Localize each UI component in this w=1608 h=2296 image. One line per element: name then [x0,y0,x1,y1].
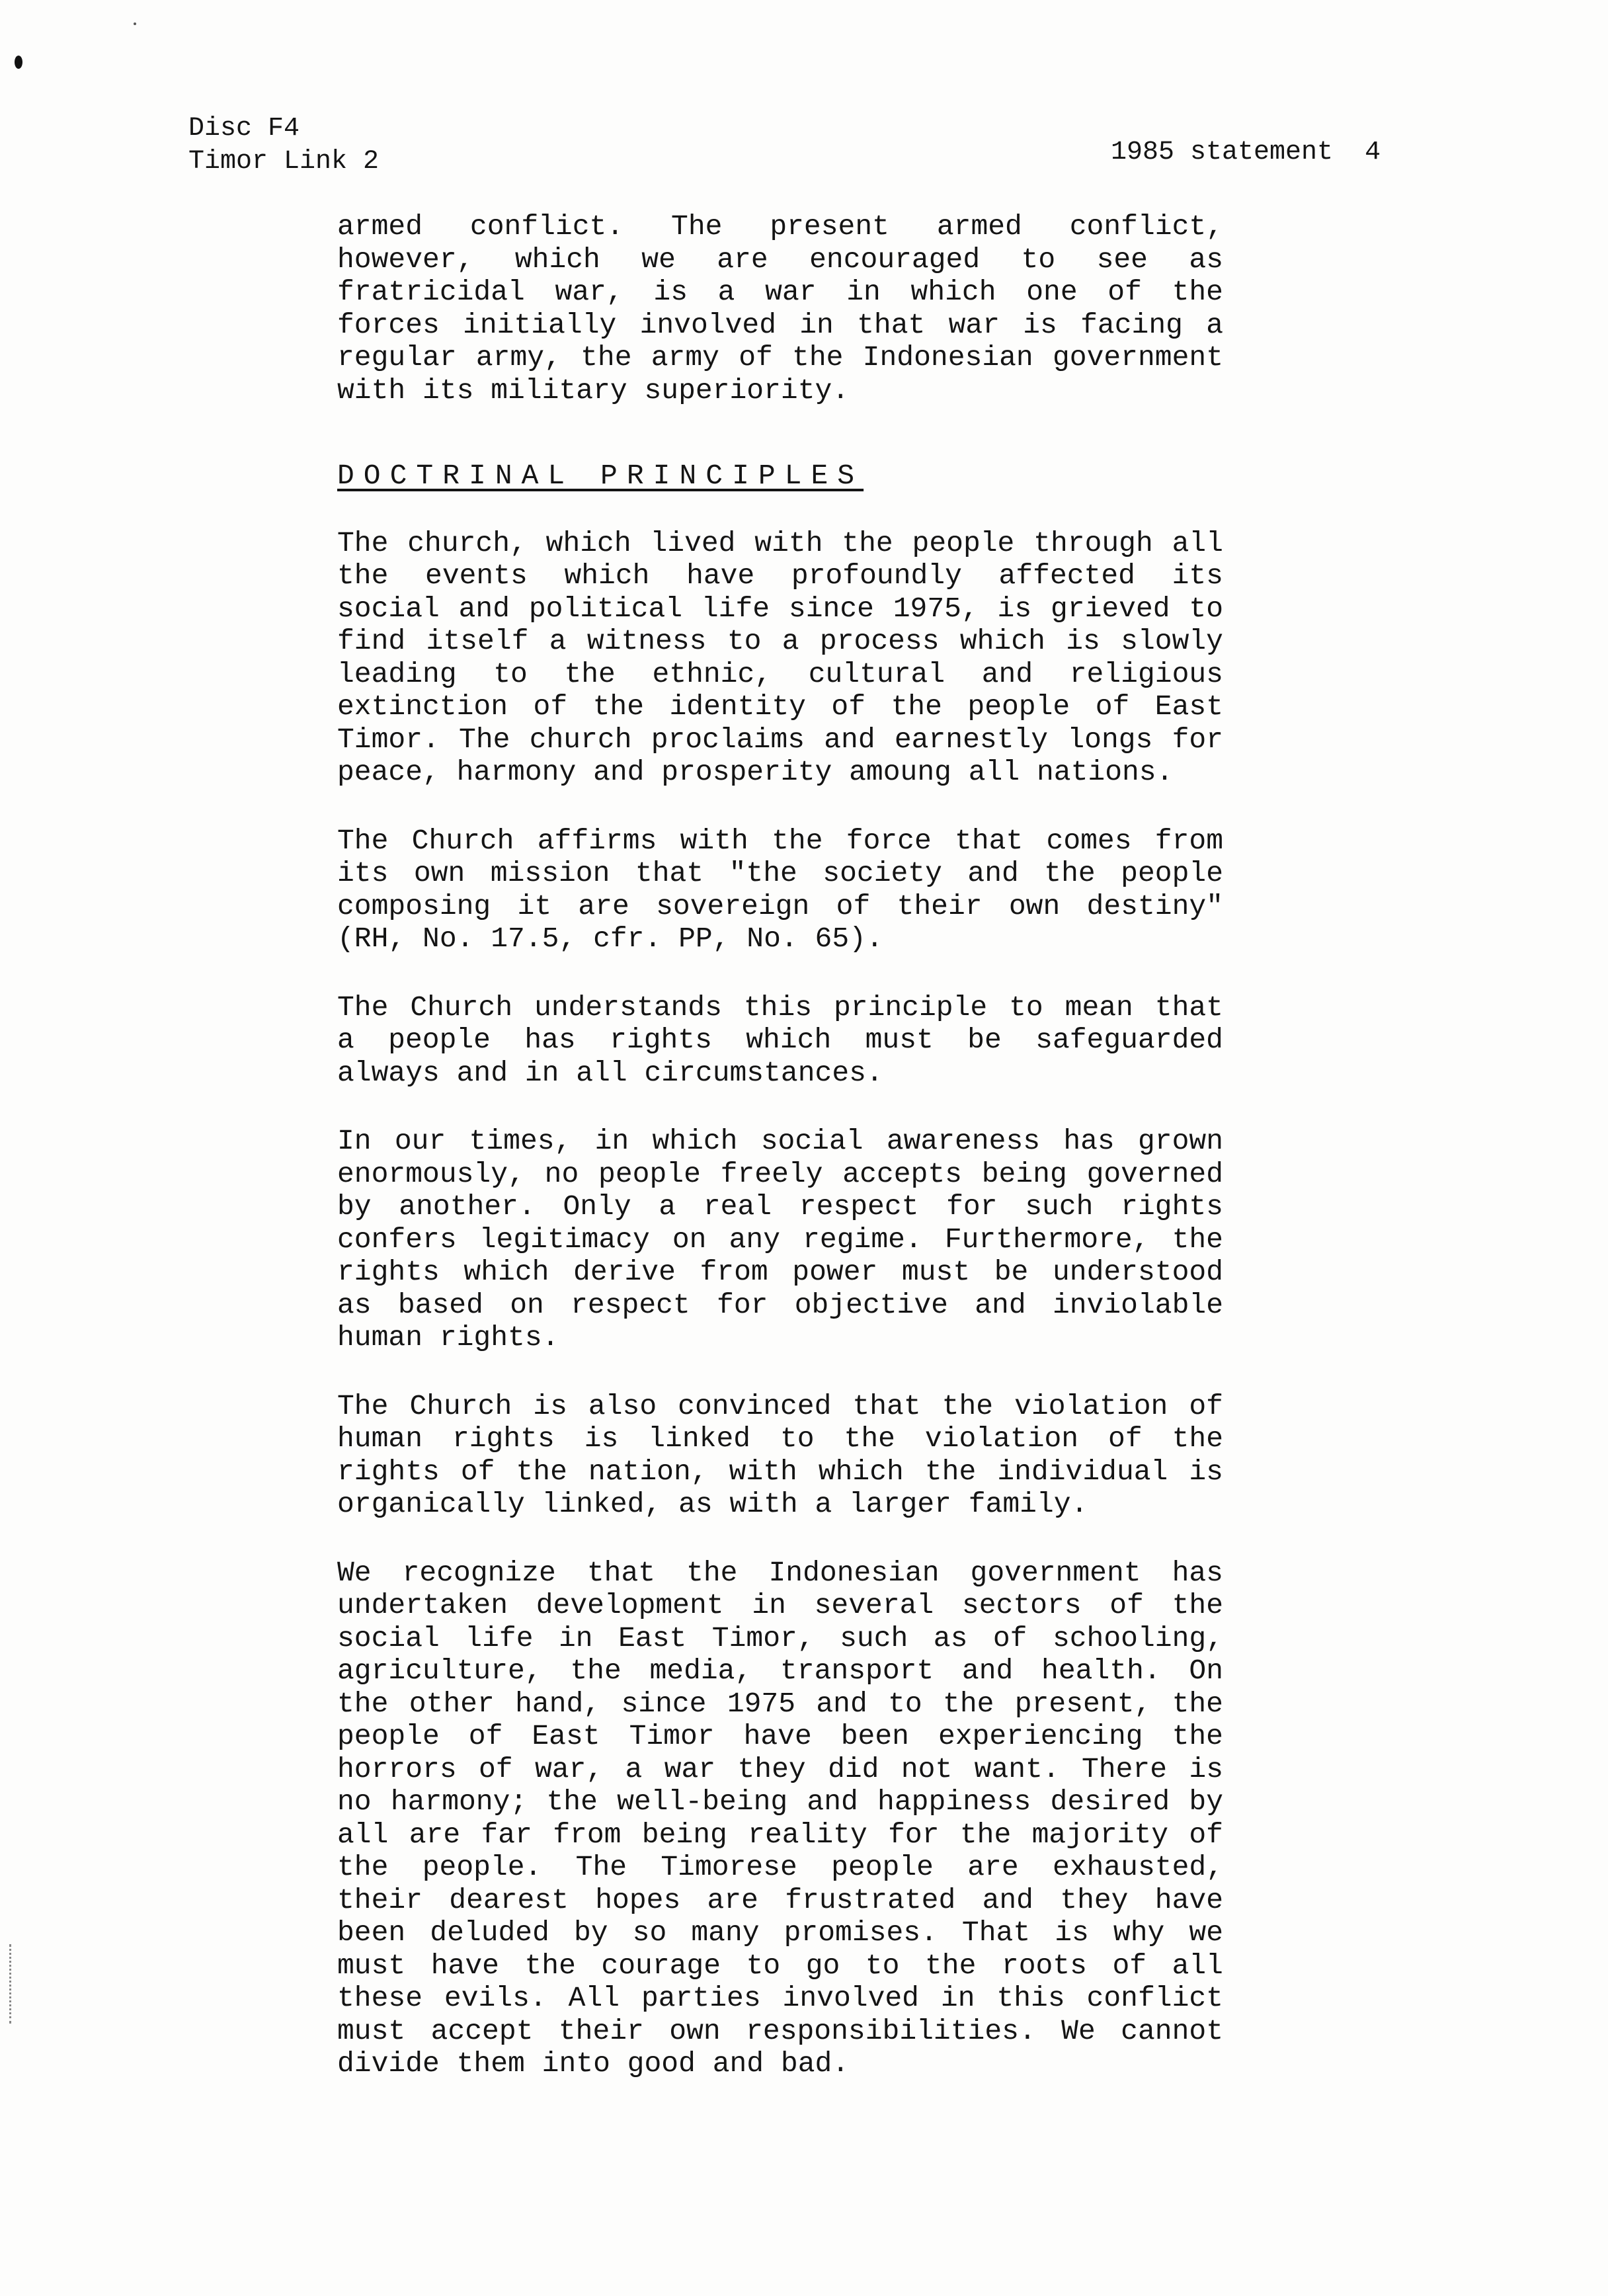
paragraph-continuation: armed conflict. The present armed conflict, however, which we are encouraged to see as fratricidal war, is a war in which one of the forces initially involved in that war is facing a regular army, the army of the Indonesian government with its military superiority. [337,210,1223,407]
paragraph: We recognize that the Indonesian government has undertaken development in several sectors of the social life in East Timor, such as of schooling, agriculture, the media, transport and health. On the other hand, since 1975 and to the present, the people of East Timor have been experiencing the horrors of war, a war they did not want. There is no harmony; the well-being and happiness desired by all are far from being reality for the majority of the people. The Timorese people are exhausted, their dearest hopes are frustrated and they have been deluded by so many promises. That is why we must have the courage to go to the roots of all these evils. All parties involved in this conflict must accept their own responsibilities. We cannot divide them into good and bad. [337,1556,1223,2080]
file-label: Timor Link 2 [188,147,380,177]
paragraph: In our times, in which social awareness has grown enormously, no people freely accepts being governed by another. Only a real respect for such rights confers legitimacy on any regime. Furthermore, the rights which derive from power must be understood as based on respect for objective and inviolable human rights. [337,1125,1223,1354]
paragraph: The Church affirms with the force that comes from its own mission that "the society and the people composing it are sovereign of their own destiny" (RH, No. 17.5, cfr. PP, No. 65). [337,824,1223,955]
paragraph: The church, which lived with the people through all the events which have profoundly affected its social and political life since 1975, is grieved to find itself a witness to a process which is slowly leading to the ethnic, cultural and religious extinction of the identity of the people of East Timor. The church proclaims and earnestly longs for peace, harmony and prosperity amoung all nations. [337,526,1223,788]
paragraph: The Church understands this principle to mean that a people has rights which must be safeguarded always and in all circumstances. [337,991,1223,1089]
header-left [188,112,379,179]
ink-mark [15,56,22,69]
body-text [337,210,1223,2116]
paragraph: The Church is also convinced that the violation of human rights is linked to the violation of the rights of the nation, with which the individual is organically linked, as with a larger family. [337,1389,1223,1520]
section-heading: DOCTRINAL PRINCIPLES [337,460,864,492]
disc-label: Disc F4 [188,114,300,144]
margin-dots [9,1944,13,2024]
ink-speck [134,22,136,25]
header-right: 1985 statement 4 [1111,138,1381,167]
